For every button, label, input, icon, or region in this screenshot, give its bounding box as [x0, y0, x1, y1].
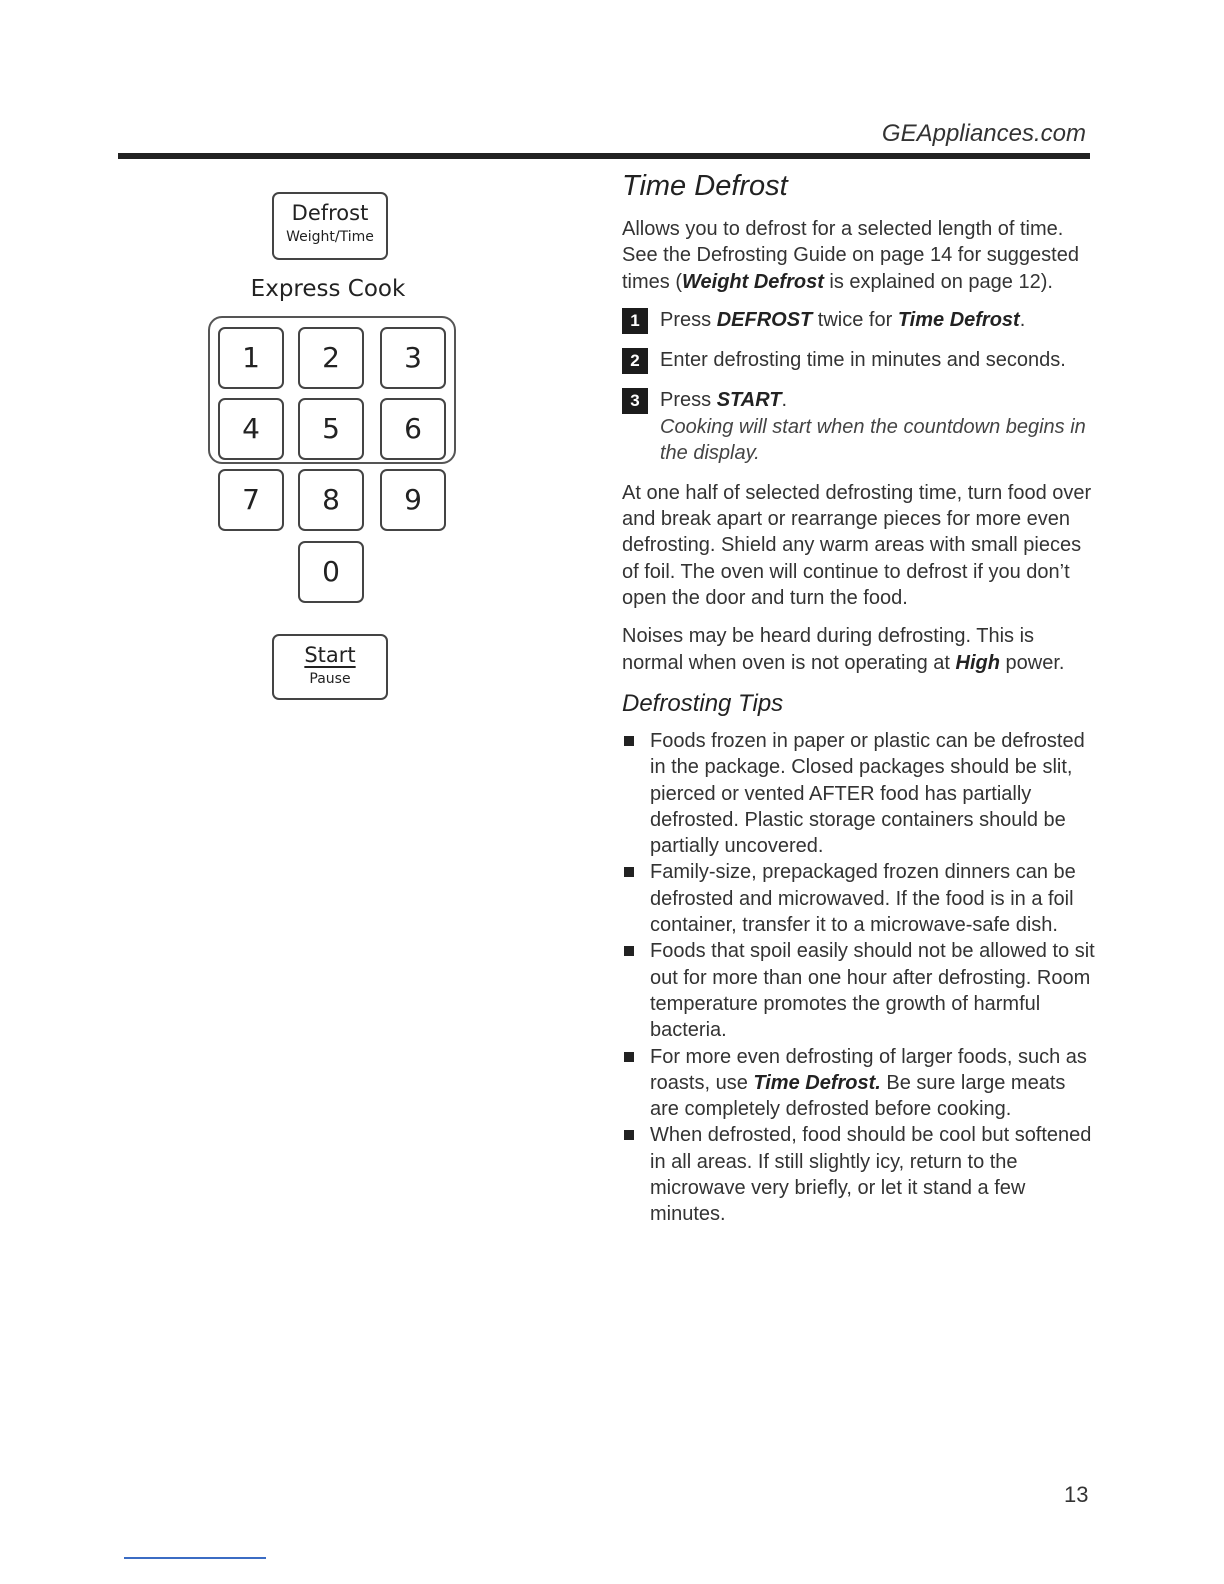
- intro-paragraph: [622, 216, 1097, 295]
- tip-text: Foods that spoil easily should not be allowed to sit out for more than one hour after defrosting. Room temperature promotes the growth of harmful bacteria.: [650, 940, 1095, 1042]
- footer-line: [124, 1557, 266, 1559]
- step-1: [622, 307, 1097, 333]
- tips-title: Defrosting Tips: [622, 689, 784, 717]
- para3-before: Noises may be heard during defrosting. This is normal when oven is not operating at: [622, 625, 1035, 674]
- site-url: GEAppliances.com: [881, 120, 1086, 147]
- key-1: 1: [218, 327, 284, 389]
- section-title: Time Defrost: [622, 170, 788, 202]
- tip-item: [622, 859, 1097, 938]
- tip-text: When defrosted, food should be cool but softened in all areas. If still slightly icy, return to the microwave very briefly, or let it stand a few minutes.: [650, 1124, 1092, 1226]
- intro-em: Weight Defrost: [682, 270, 824, 293]
- key-6: 6: [380, 398, 446, 460]
- key-2: 2: [298, 327, 364, 389]
- intro-text-1: Allows you to defrost for a selected length of time. See the Defrosting Guide on page 14 for suggested times (: [622, 218, 1079, 293]
- key-3: 3: [380, 327, 446, 389]
- bullet-square-icon: [624, 1052, 634, 1062]
- step-3-number: 3: [622, 388, 648, 414]
- tip-item: [622, 1044, 1097, 1123]
- key-8: 8: [298, 469, 364, 531]
- tip-4-after: Be sure large meats are completely defrosted before cooking.: [650, 1071, 1066, 1121]
- page-number: 13: [1064, 1482, 1089, 1507]
- defrost-key-label: Defrost: [291, 201, 369, 225]
- bullet-square-icon: [624, 867, 634, 877]
- key-0: 0: [298, 541, 364, 603]
- tip-text: Foods frozen in paper or plastic can be defrosted in the package. Closed packages should be slit, pierced or vented AFTER food has partially defrosted. Plastic storage containers should be partially uncovered.: [650, 729, 1085, 858]
- paragraph-2: At one half of selected defrosting time, turn food over and break apart or rearrange pieces for more even defrosting. Shield any warm areas with small pieces of foil. The oven will continue to defrost if you don’t open the door and turn the food.: [622, 481, 1092, 610]
- key-4: 4: [218, 398, 284, 460]
- paragraph-3: [622, 623, 1097, 676]
- bullet-square-icon: [624, 736, 634, 746]
- step-3-before: Press: [660, 388, 717, 411]
- step-1-before: Press: [660, 308, 717, 331]
- step-1-middle: twice for: [812, 308, 898, 331]
- step-3-after: .: [781, 388, 788, 411]
- tip-item: [622, 728, 1097, 859]
- content-column: [622, 168, 1097, 1228]
- tip-item: [622, 938, 1097, 1043]
- defrost-key: [272, 192, 388, 260]
- tips-list: [622, 728, 1097, 1228]
- bullet-square-icon: [624, 946, 634, 956]
- intro-text-2: is explained on page 12).: [823, 270, 1053, 293]
- key-9: 9: [380, 469, 446, 531]
- para3-em: High: [955, 651, 1000, 674]
- express-cook-label: Express Cook: [250, 276, 406, 302]
- step-2-text: Enter defrosting time in minutes and seconds.: [660, 348, 1066, 371]
- tip-item: [622, 1122, 1097, 1227]
- key-7: 7: [218, 469, 284, 531]
- step-1-after: .: [1019, 308, 1026, 331]
- start-pause-key: [272, 634, 388, 700]
- key-5: 5: [298, 398, 364, 460]
- step-1-em1: DEFROST: [716, 308, 813, 331]
- tip-text: Family-size, prepackaged frozen dinners can be defrosted and microwaved. If the food is in a foil container, transfer it to a microwave-safe dish.: [650, 861, 1076, 937]
- defrost-key-sublabel: Weight/Time: [286, 229, 374, 245]
- step-3: [622, 387, 1097, 466]
- tip-4-before: For more even defrosting of larger foods, such as roasts, use: [650, 1045, 1087, 1094]
- step-2-number: 2: [622, 348, 648, 374]
- step-3-note: Cooking will start when the countdown begins in the display.: [660, 415, 1086, 464]
- step-1-number: 1: [622, 308, 648, 334]
- step-2: [622, 347, 1097, 373]
- para3-after: power.: [999, 651, 1065, 674]
- start-key-sublabel: Pause: [309, 671, 351, 687]
- start-key-label: Start: [304, 643, 356, 667]
- step-1-em2: Time Defrost: [897, 308, 1020, 331]
- header-rule: [118, 153, 1090, 159]
- tip-4-em: Time Defrost.: [753, 1071, 881, 1094]
- step-3-em1: START: [716, 388, 782, 411]
- bullet-square-icon: [624, 1130, 634, 1140]
